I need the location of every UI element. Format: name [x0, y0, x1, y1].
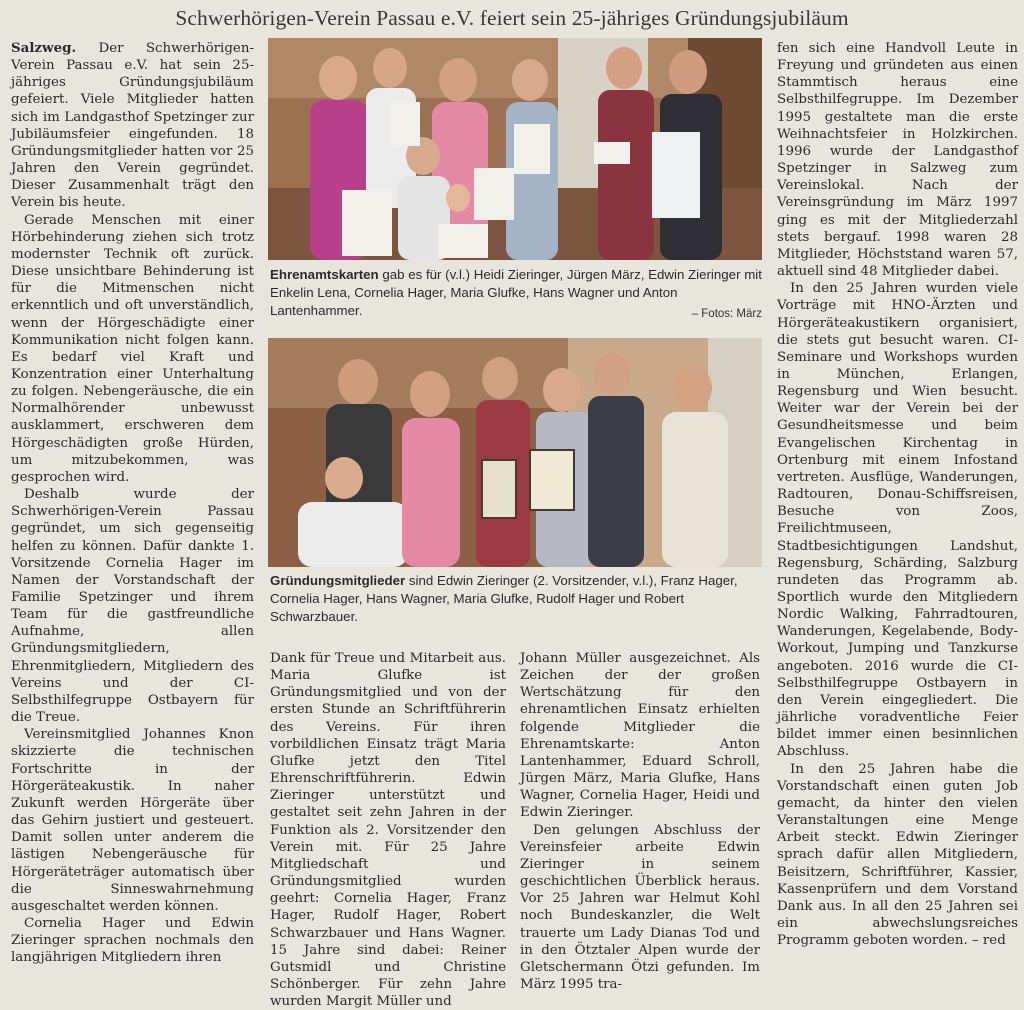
caption-lead: Ehrenamtskarten: [270, 267, 379, 282]
article-column-2: [270, 650, 506, 1010]
paragraph: fen sich eine Handvoll Leute in Freyung und gründeten aus einen Stammtisch heraus eine Selbsthilfegruppe. Im Dezember 1995 gestaltete man die erste Weihnachtsfeier in Holzkirchen. 1996 wurde der Landgasthof Spetzinger in Salzweg zum Vereinslokal. Nach der Vereinsgründung im März 1997 ging es mit der Mitgliederzahl stets bergauf. 1998 waren 28 Mitglieder, Höchststand waren 57, aktuell sind 48 Mitglieder dabei.: [777, 41, 1018, 280]
photo-2-caption: Gründungsmitglieder sind Edwin Zieringer (2. Vorsitzender, v.l.), Franz Hager, Cornelia Hager, Hans Wagner, Maria Glufke, Rudolf Hager und Robert Schwarzbauer.: [270, 573, 738, 624]
paragraph: Vereinsmitglied Johannes Knon skizzierte die technischen Fortschritte in der Hörgeräteakustik. In naher Zukunft werden Hörgeräte über das Gehirn justiert und gesteuert. Damit sollen unter anderem die lästigen Nebengeräusche für Hörgeräteträger automatisch über die Sinneswahrnehmung ausgeschaltet werden können.: [11, 727, 254, 914]
article-column-1: [11, 40, 254, 980]
paragraph: Deshalb wurde der Schwerhörigen-Verein Passau gegründet, um sich gegenseitig helfen zu können. Dafür dankte 1. Vorsitzende Cornelia Hager im Namen der Vorstandschaft der Familie Spetzinger und ihrem Team für die gastfreundliche Aufnahme, allen Gründungsmitgliedern, Ehrenmitgliedern, Mitgliedern des Vereins und der CI-Selbsthilfegruppe Ostbayern für die Treue.: [11, 487, 254, 726]
paragraph: Den gelungen Abschluss der Vereinsfeier arbeite Edwin Zieringer in seinem geschichtlichen Überblick heraus. Vor 25 Jahren war Helmut Kohl noch Bundeskanzler, die Welt trauerte um Lady Dianas Tod und in den Ötztaler Alpen wurde der Gletschermann Ötzi gefunden. Im März 1995 tra-: [520, 822, 760, 992]
paragraph: In den 25 Jahren habe die Vorstandschaft einen guten Job gemacht, da hinter den vielen Veranstaltungen eine Menge Arbeit steckt. Edwin Zieringer sprach dafür allen Mitgliedern, Beisitzern, Schriftführer, Kassier, Kassenprüfern und dem Vorstand Dank aus. In all den 25 Jahren sei ein abwechslungsreiches Programm geboten worden. – red: [777, 761, 1018, 949]
article-column-3: [520, 650, 760, 992]
paragraph: Dank für Treue und Mitarbeit aus. Maria Glufke ist Gründungsmitglied und von der ersten Stunde an Schriftführerin des Vereins. Für ihren vorbildlichen Einsatz trägt Maria Glufke jetzt den Titel Ehrenschriftführerin. Edwin Zieringer unterstützt und gestaltet seit zehn Jahren in der Funktion als 2. Vorsitzender den Verein mit. Für 25 Jahre Mitgliedschaft und Gründungsmitglied wurden geehrt: Cornelia Hager, Franz Hager, Rudolf Hager, Robert Schwarzbauer und Hans Wagner. 15 Jahre sind dabei: Reiner Gutsmidl und Christine Schönberger. Für zehn Jahre wurden Margit Müller und: [270, 651, 506, 1010]
paragraph: Johann Müller ausgezeichnet. Als Zeichen der der großen Wertschätzung für den ehrenamtlichen Einsatz erhielten folgende Mitglieder die Ehrenamtskarte: Anton Lantenhammer, Eduard Schroll, Jürgen März, Maria Glufke, Hans Wagner, Cornelia Hager, Heidi und Edwin Zieringer.: [520, 651, 760, 821]
paragraph: Cornelia Hager und Edwin Zieringer sprachen nochmals den langjährigen Mitgliedern ihren: [11, 915, 254, 966]
dateline-place: Salzweg.: [11, 40, 77, 56]
paragraph: Gerade Menschen mit einer Hörbehinderung ziehen sich trotz modernster Technik oft zurück. Diese unsichtbare Behinderung ist für die Mitmenschen nicht erkenntlich und oft unverständlich, wenn der Hörgeschädigte einer Kommunikation nicht folgen kann. Es bedarf viel Kraft und Konzentration einer Unterhaltung zu folgen. Nebengeräusche, die ein Normalhörender unbewusst ausklammert, erschweren dem Hörgeschädigten große Hürden, um mitzubekommen, was gesprochen wird.: [11, 212, 254, 485]
photo-ehrenamtskarten: [268, 38, 762, 260]
paragraph: In den 25 Jahren wurden viele Vorträge mit HNO-Ärzten und Hörgeräteakustikern organisiert, die stets gut besucht waren. CI-Seminare und Workshops wurden in München, Erlangen, Regensburg und Wien besucht. Weiter war der Verein bei der Gesundheitsmesse und beim Evangelischen Kirchentag in Ortenburg mit einem Infostand vertreten. Ausflüge, Wanderungen, Radtouren, Donau-Schiffsreisen, Besuche von Zoos, Freilichtmuseen, Stadtbesichtigungen Landshut, Regensburg, Schärding, Salzburg rundeten das Programm ab. Sportlich wurde den Mitgliedern Nordic Walking, Fahrradtouren, Wanderungen, Kegelabende, Body-Workout, Jumping und Tanzkurse angeboten. 2016 wurde die CI-Selbsthilfegruppe Ostbayern in den Verein eingegliedert. Die jährliche voradventliche Feier bildet immer einen besinnlichen Abschluss.: [777, 281, 1018, 760]
paragraph: Salzweg. Der Schwerhörigen-Verein Passau e.V. hat sein 25-jähriges Gründungsjubiläum gefeiert. Viele Mitglieder hatten sich im Landgasthof Spetzinger zur Jubiläumsfeier eingefunden. 18 Gründungsmitglieder hatten vor 25 Jahren den Verein gegründet. Dieser Zusammenhalt trägt den Verein bis heute.: [11, 40, 254, 211]
caption-lead: Gründungsmitglieder: [270, 573, 406, 588]
photo-credit: – Fotos: März: [691, 308, 762, 320]
article-headline: Schwerhörigen-Verein Passau e.V. feiert sein 25-jähriges Gründungsjubiläum: [175, 6, 849, 30]
photo-gruendungsmitglieder: [268, 338, 762, 567]
article-column-4: [777, 40, 1018, 980]
photo-1-caption: Ehrenamtskarten gab es für (v.l.) Heidi Zieringer, Jürgen März, Edwin Zieringer mit Enkelin Lena, Cornelia Hager, Maria Glufke, Hans Wagner und Anton Lantenhammer.: [270, 267, 762, 318]
